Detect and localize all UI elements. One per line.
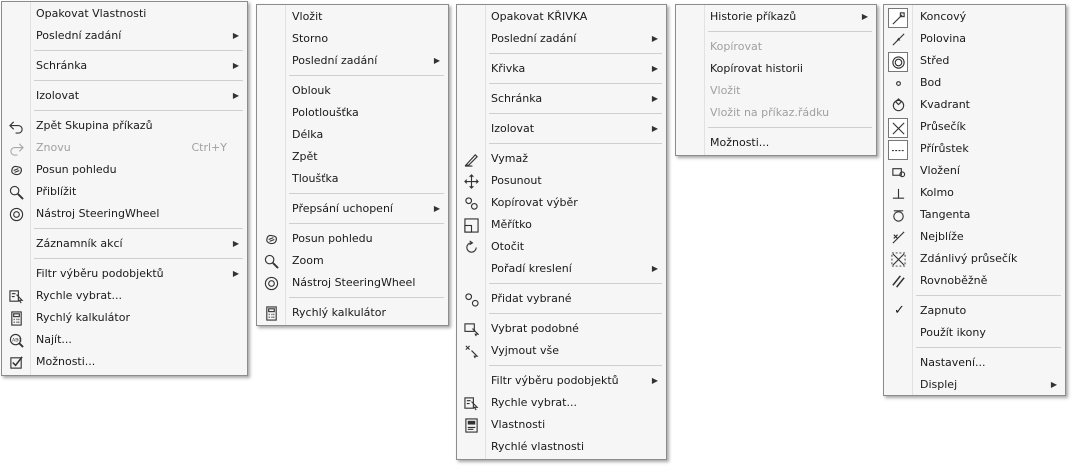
menu-item-meritko[interactable] [457, 214, 666, 236]
select-similar-icon [463, 321, 479, 337]
menu-item-rychle-vybrat[interactable] [2, 285, 247, 307]
menu-item-label: Historie příkazů [710, 10, 797, 23]
menu-item-label: Zpět Skupina příkazů [36, 119, 153, 132]
menu-item-label: Schránka [36, 59, 88, 72]
menu-separator [708, 31, 872, 32]
menu-item-vlozit [676, 80, 876, 102]
menu-item-label: Opakovat KŘIVKA [491, 10, 588, 23]
menu-item-label: Tangenta [920, 208, 971, 221]
pan-hand-icon [263, 231, 279, 247]
menu-separator [34, 258, 243, 259]
svg-text:ABC: ABC [11, 337, 22, 343]
menu-item-label: Opakovat Vlastnosti [36, 7, 147, 20]
menu-item-tangenta[interactable] [884, 204, 1065, 226]
menu-item-label: Kolmo [920, 186, 954, 199]
submenu-arrow-icon: ▶ [433, 56, 440, 65]
pan-hand-icon [8, 162, 24, 178]
menu-item-label: Pořadí kreslení [491, 262, 572, 275]
menu-item-opakovat-vlastnosti[interactable] [2, 3, 247, 25]
menu-item-filtr-vyberu-podobjektu[interactable] [457, 370, 666, 392]
submenu-arrow-icon: ▶ [651, 34, 658, 43]
menu-separator [34, 80, 243, 81]
menu-item-polovina[interactable] [884, 28, 1065, 50]
menu-item-label: Střed [920, 54, 950, 67]
menu-separator [916, 347, 1061, 348]
menu-item-label: Vybrat podobné [491, 322, 579, 335]
menu-separator [489, 143, 662, 144]
menu-item-posun-pohledu[interactable] [2, 159, 247, 181]
rotate-icon [463, 239, 479, 255]
menu-item-zaznamnik-akci[interactable] [2, 233, 247, 255]
menu-item-historie-prikazu[interactable] [676, 6, 876, 28]
menu-item-shortcut: Ctrl+Y [191, 141, 227, 154]
menu-item-moznosti[interactable] [676, 132, 876, 154]
menu-item-nastroj-steeringwheel[interactable] [2, 203, 247, 225]
menu-item-oblouk[interactable] [257, 80, 448, 102]
menu-item-label: Oblouk [292, 84, 331, 97]
menu-item-label: Posun pohledu [292, 232, 373, 245]
submenu-arrow-icon: ▶ [651, 376, 658, 385]
menu-item-label: Přidat vybrané [491, 292, 572, 305]
osnap-node-icon [890, 75, 906, 91]
move-icon [463, 173, 479, 189]
menu-item-label: Tloušťka [292, 172, 339, 185]
menu-item-label: Kopírovat [710, 40, 763, 53]
submenu-arrow-icon: ▶ [232, 61, 239, 70]
submenu-arrow-icon: ▶ [651, 264, 658, 273]
osnap-extension-icon [888, 140, 908, 160]
menu-item-label: Měřítko [491, 218, 532, 231]
menu-item-rychly-kalkulator[interactable] [2, 307, 247, 329]
menu-item-label: Rychlé vlastnosti [491, 440, 585, 453]
menu-item-zdanlivy-prusecik[interactable] [884, 248, 1065, 270]
menu-item-filtr-vyberu-podobjektu[interactable] [2, 263, 247, 285]
menu-item-zpet[interactable] [257, 146, 448, 168]
scale-icon [463, 217, 479, 233]
menu-item-vlozeni[interactable] [884, 160, 1065, 182]
menu-item-label: Polovina [920, 32, 967, 45]
osnap-nearest-icon [890, 229, 906, 245]
menu-item-label: Možnosti... [36, 355, 96, 368]
menu-separator [489, 83, 662, 84]
menu-item-label: Možnosti... [710, 136, 770, 149]
submenu-arrow-icon: ▶ [232, 91, 239, 100]
osnap-center-icon [888, 52, 908, 72]
menu-separator [489, 113, 662, 114]
menu-separator [34, 110, 243, 111]
menu-separator [489, 283, 662, 284]
menu-item-label: Bod [920, 76, 942, 89]
osnap-perpendicular-icon [890, 185, 906, 201]
menu-item-label: Poslední zadání [292, 54, 378, 67]
menu-item-label: Vyjmout vše [491, 344, 560, 357]
menu-separator [289, 75, 444, 76]
menu-item-posunout[interactable] [457, 170, 666, 192]
menu-item-pouzit-ikony[interactable] [884, 322, 1065, 344]
menu-item-vybrat-podobne[interactable] [457, 318, 666, 340]
menu-item-delka[interactable] [257, 124, 448, 146]
menu-item-label: Izolovat [36, 89, 80, 102]
menu-item-tloustka[interactable] [257, 168, 448, 190]
menu-item-displej[interactable] [884, 374, 1065, 396]
menu-item-kopirovat-historii[interactable] [676, 58, 876, 80]
menu-item-label: Koncový [920, 10, 967, 23]
submenu-arrow-icon: ▶ [232, 31, 239, 40]
submenu-arrow-icon: ▶ [651, 124, 658, 133]
menu-separator [916, 295, 1061, 296]
menu-item-label: Vložit [710, 84, 741, 97]
add-selected-icon [463, 291, 479, 307]
menu-item-label: Nástroj SteeringWheel [36, 207, 160, 220]
menu-item-schranka[interactable] [2, 55, 247, 77]
menu-item-nejblize[interactable] [884, 226, 1065, 248]
menu-item-label: Vložení [920, 164, 960, 177]
menu-item-posledni-zadani[interactable] [257, 50, 448, 72]
menu-item-posledni-zadani[interactable] [457, 28, 666, 50]
copy-icon [463, 195, 479, 211]
osnap-tangent-icon [890, 207, 906, 223]
menu-item-rychle-vlastnosti[interactable] [457, 436, 666, 458]
menu-item-label: Rychle vybrat... [36, 289, 122, 302]
menu-item-zpet-skupina-prikazu[interactable] [2, 115, 247, 137]
submenu-arrow-icon: ▶ [232, 239, 239, 248]
submenu-arrow-icon: ▶ [651, 64, 658, 73]
menu-item-label: Nastavení... [920, 356, 986, 369]
menu-item-izolovat[interactable] [2, 85, 247, 107]
menu-item-vlastnosti[interactable] [457, 414, 666, 436]
menu-item-kopirovat-vyber[interactable] [457, 192, 666, 214]
menu-item-label: Poslední zadání [36, 29, 122, 42]
menu-item-posledni-zadani[interactable] [2, 25, 247, 47]
menu-item-label: Kopírovat historii [710, 62, 803, 75]
menu-item-label: Posun pohledu [36, 163, 117, 176]
menu-item-label: Vlastnosti [491, 418, 546, 431]
context-menu-object-selected [456, 4, 667, 460]
menu-item-label: Polotloušťka [292, 106, 359, 119]
menu-item-poradi-kresleni[interactable] [457, 258, 666, 280]
menu-item-rovnobezne[interactable] [884, 270, 1065, 292]
menu-item-prirustek[interactable] [884, 138, 1065, 160]
menu-item-label: Délka [292, 128, 324, 141]
menu-item-label: Rychlý kalkulátor [36, 311, 130, 324]
menu-item-label: Posunout [491, 174, 542, 187]
osnap-endpoint-icon [888, 8, 908, 28]
find-text-icon [8, 332, 24, 348]
menu-item-prepsani-uchopeni[interactable] [257, 198, 448, 220]
menu-item-pridat-vybrane[interactable] [457, 288, 666, 310]
menu-item-vlozit-na-prikaz-radku [676, 102, 876, 124]
menu-item-label: Vložit [292, 10, 323, 23]
calculator-icon [263, 305, 279, 321]
menu-item-label: Přepsání uchopení [292, 202, 393, 215]
menu-item-label: Záznamník akcí [36, 237, 123, 250]
menu-item-label: Izolovat [491, 122, 535, 135]
menu-item-label: Zpět [292, 150, 318, 163]
menu-item-izolovat[interactable] [457, 118, 666, 140]
osnap-quadrant-icon [890, 97, 906, 113]
quick-select-icon [8, 288, 24, 304]
menu-item-label: Filtr výběru podobjektů [491, 374, 619, 387]
zoom-icon [8, 184, 24, 200]
menu-item-label: Najít... [36, 333, 72, 346]
menu-item-label: Schránka [491, 92, 543, 105]
erase-icon [463, 151, 479, 167]
menu-item-zoom[interactable] [257, 250, 448, 272]
steering-wheel-icon [8, 206, 24, 222]
osnap-intersection-icon [888, 118, 908, 138]
quick-select-icon [463, 395, 479, 411]
menu-item-label: Vložit na příkaz.řádku [710, 106, 830, 119]
menu-item-label: Storno [292, 32, 329, 45]
submenu-arrow-icon: ▶ [1050, 380, 1057, 389]
menu-item-krivka[interactable] [457, 58, 666, 80]
menu-item-vlozit[interactable] [257, 6, 448, 28]
menu-item-label: Kopírovat výběr [491, 196, 578, 209]
context-menu-polyline-edit [256, 4, 449, 326]
context-menu-object-snap [883, 4, 1066, 396]
menu-item-zapnuto[interactable] [884, 300, 1065, 322]
osnap-midpoint-icon [890, 31, 906, 47]
menu-item-label: Rychle vybrat... [491, 396, 577, 409]
menu-separator [708, 127, 872, 128]
menu-item-label: Zapnuto [920, 304, 967, 317]
menu-item-label: Kvadrant [920, 98, 970, 111]
menu-item-opakovat-krivka[interactable] [457, 6, 666, 28]
menu-item-label: Přiblížit [36, 185, 77, 198]
menu-item-label: Průsečík [920, 120, 966, 133]
checkmark-icon: ✓ [894, 303, 905, 318]
menu-item-label: Nástroj SteeringWheel [292, 276, 416, 289]
menu-separator [489, 365, 662, 366]
menu-item-znovu [2, 137, 247, 159]
deselect-all-icon [463, 343, 479, 359]
submenu-arrow-icon: ▶ [433, 204, 440, 213]
menu-item-label: Znovu [36, 141, 71, 154]
menu-separator [289, 297, 444, 298]
osnap-insertion-icon [890, 163, 906, 179]
menu-item-label: Zoom [292, 254, 324, 267]
steering-wheel-icon [263, 275, 279, 291]
menu-item-schranka[interactable] [457, 88, 666, 110]
menu-item-label: Použít ikony [920, 326, 986, 339]
menu-item-koncovy[interactable] [884, 6, 1065, 28]
undo-icon [8, 118, 24, 134]
menu-item-vymaz[interactable] [457, 148, 666, 170]
menu-item-najit[interactable] [2, 329, 247, 351]
menu-separator [34, 228, 243, 229]
menu-item-stred[interactable] [884, 50, 1065, 72]
properties-icon [463, 417, 479, 433]
menu-item-label: Otočit [491, 240, 525, 253]
options-checkbox-icon [8, 354, 24, 370]
menu-item-posun-pohledu[interactable] [257, 228, 448, 250]
menu-item-label: Poslední zadání [491, 32, 577, 45]
menu-item-nastaveni[interactable] [884, 352, 1065, 374]
menu-item-otocit[interactable] [457, 236, 666, 258]
menu-separator [34, 50, 243, 51]
menu-item-storno[interactable] [257, 28, 448, 50]
menu-item-label: Rovnoběžně [920, 274, 988, 287]
menu-separator [289, 193, 444, 194]
menu-item-label: Křivka [491, 62, 526, 75]
menu-item-label: Zdánlivý průsečík [920, 252, 1018, 265]
context-menu-command-line [675, 4, 877, 156]
menu-item-label: Displej [920, 378, 958, 391]
menu-item-kvadrant[interactable] [884, 94, 1065, 116]
menu-item-polotloustka[interactable] [257, 102, 448, 124]
submenu-arrow-icon: ▶ [651, 94, 658, 103]
menu-item-label: Vymaž [491, 152, 528, 165]
menu-separator [289, 223, 444, 224]
menu-item-kolmo[interactable] [884, 182, 1065, 204]
menu-item-priblizit[interactable] [2, 181, 247, 203]
zoom-icon [263, 253, 279, 269]
menu-item-rychly-kalkulator[interactable] [257, 302, 448, 324]
menu-item-rychle-vybrat[interactable] [457, 392, 666, 414]
menu-item-label: Přírůstek [920, 142, 969, 155]
menu-item-kopirovat [676, 36, 876, 58]
menu-item-vyjmout-vse[interactable] [457, 340, 666, 362]
menu-item-label: Rychlý kalkulátor [292, 306, 386, 319]
context-menu-default [1, 1, 248, 376]
menu-item-bod[interactable] [884, 72, 1065, 94]
submenu-arrow-icon: ▶ [861, 12, 868, 21]
redo-icon [8, 140, 24, 156]
menu-separator [489, 313, 662, 314]
calculator-icon [8, 310, 24, 326]
menu-item-nastroj-steeringwheel[interactable] [257, 272, 448, 294]
osnap-parallel-icon [890, 273, 906, 289]
submenu-arrow-icon: ▶ [232, 269, 239, 278]
menu-item-prusecik[interactable] [884, 116, 1065, 138]
menu-item-moznosti[interactable] [2, 351, 247, 373]
osnap-apparent-intersection-icon [890, 251, 906, 267]
menu-separator [489, 53, 662, 54]
menu-item-label: Filtr výběru podobjektů [36, 267, 164, 280]
menu-item-label: Nejblíže [920, 230, 964, 243]
